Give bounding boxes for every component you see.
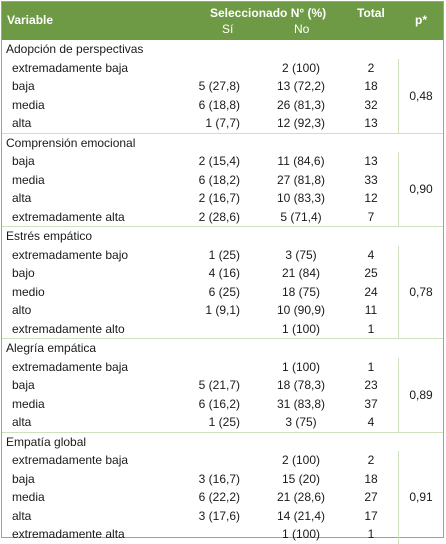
table-section bbox=[2, 40, 443, 133]
cell-total: 1 bbox=[367, 321, 375, 336]
table-header bbox=[2, 2, 443, 40]
row-label: extremadamente baja bbox=[12, 359, 129, 374]
row-label: bajo bbox=[12, 266, 35, 280]
table-section bbox=[2, 226, 443, 338]
table-row bbox=[2, 77, 443, 96]
cell-si: 1 (25) bbox=[208, 415, 240, 429]
cell-total: 33 bbox=[364, 172, 378, 187]
table-row bbox=[2, 376, 443, 395]
cell-no: 1 (100) bbox=[281, 527, 321, 541]
table-row bbox=[2, 189, 443, 208]
cell-total: 11 bbox=[364, 303, 378, 317]
cell-total: 2 bbox=[367, 453, 375, 467]
table-row bbox=[2, 264, 443, 283]
cell-si: 2 (28,6) bbox=[198, 209, 240, 224]
cell-total: 12 bbox=[364, 191, 378, 205]
row-label: alta bbox=[12, 508, 32, 523]
p-value-text: 0,89 bbox=[409, 387, 433, 402]
row-label: alta bbox=[12, 116, 32, 130]
p-value-text: 0,91 bbox=[409, 490, 433, 505]
cell-no: 14 (21,4) bbox=[276, 508, 326, 523]
table-section bbox=[2, 432, 443, 544]
p-value-text: 0,78 bbox=[409, 284, 433, 299]
cell-no: 21 (84) bbox=[281, 266, 321, 280]
row-label: alta bbox=[12, 191, 32, 205]
cell-si: 6 (18,2) bbox=[198, 172, 240, 187]
cell-no: 12 (92,3) bbox=[276, 116, 326, 130]
row-label: baja bbox=[12, 154, 35, 168]
row-label: extremadamente alta bbox=[12, 209, 125, 224]
row-label: extremadamente baja bbox=[12, 60, 129, 75]
row-label: extremadamente alto bbox=[12, 321, 125, 336]
cell-no: 11 (84,6) bbox=[277, 154, 325, 168]
table-row bbox=[2, 358, 443, 377]
row-label: media bbox=[12, 172, 45, 187]
cell-total: 2 bbox=[367, 60, 375, 75]
cell-si: 4 (16) bbox=[208, 266, 240, 280]
cell-si: 1 (25) bbox=[208, 247, 240, 262]
cell-total: 18 bbox=[364, 471, 378, 486]
cell-si: 5 (21,7) bbox=[198, 378, 240, 392]
cell-no: 3 (75) bbox=[285, 415, 317, 429]
cell-si: 1 (9,1) bbox=[205, 303, 240, 317]
row-label: extremadamente bajo bbox=[12, 247, 129, 262]
row-label: alta bbox=[12, 415, 32, 429]
section-title: Estrés empático bbox=[6, 229, 93, 243]
row-label: media bbox=[12, 396, 45, 411]
header-si: Sí bbox=[222, 22, 234, 36]
section-title-row bbox=[2, 433, 443, 452]
table-row bbox=[2, 171, 443, 190]
p-value bbox=[398, 59, 443, 133]
row-label: extremadamente baja bbox=[12, 453, 129, 467]
row-label: media bbox=[12, 490, 45, 504]
section-title-row bbox=[2, 227, 443, 246]
header-variable: Variable bbox=[7, 13, 54, 27]
cell-total: 1 bbox=[367, 359, 375, 374]
cell-total: 37 bbox=[364, 396, 378, 411]
table-row bbox=[2, 114, 443, 133]
cell-total: 23 bbox=[364, 378, 378, 392]
row-label: baja bbox=[12, 471, 35, 486]
cell-total: 7 bbox=[367, 209, 375, 224]
p-value bbox=[398, 451, 443, 544]
row-label: baja bbox=[12, 378, 35, 392]
cell-total: 24 bbox=[364, 284, 378, 299]
table-row bbox=[2, 451, 443, 470]
cell-si: 6 (22,2) bbox=[198, 490, 240, 504]
cell-no: 2 (100) bbox=[281, 60, 321, 75]
cell-total: 4 bbox=[367, 247, 375, 262]
p-value bbox=[398, 358, 443, 432]
cell-total: 18 bbox=[364, 79, 378, 93]
table-section bbox=[2, 133, 443, 227]
p-value-text: 0,90 bbox=[409, 182, 433, 196]
results-table bbox=[1, 1, 444, 541]
table-row bbox=[2, 96, 443, 115]
cell-no: 10 (90,9) bbox=[276, 303, 326, 317]
cell-no: 5 (71,4) bbox=[280, 209, 322, 224]
row-label: medio bbox=[12, 284, 45, 299]
cell-no: 3 (75) bbox=[285, 247, 317, 262]
cell-si: 1 (7,7) bbox=[205, 116, 240, 130]
table-row bbox=[2, 246, 443, 265]
table-body bbox=[2, 40, 443, 544]
cell-no: 21 (28,6) bbox=[276, 490, 326, 504]
cell-total: 17 bbox=[364, 508, 378, 523]
table-section bbox=[2, 338, 443, 432]
header-p: p* bbox=[415, 13, 427, 27]
cell-si: 2 (15,4) bbox=[198, 154, 240, 168]
row-label: extremadamente alta bbox=[12, 527, 125, 541]
row-label: media bbox=[12, 97, 45, 112]
cell-no: 18 (75) bbox=[281, 284, 321, 299]
section-title-row bbox=[2, 134, 443, 153]
table-row bbox=[2, 507, 443, 526]
cell-no: 15 (20) bbox=[281, 471, 321, 486]
table-row bbox=[2, 283, 443, 302]
cell-no: 18 (78,3) bbox=[276, 378, 326, 392]
table-row bbox=[2, 320, 443, 339]
cell-si: 5 (27,8) bbox=[198, 79, 240, 93]
cell-si: 2 (16,7) bbox=[198, 191, 240, 205]
section-title: Alegría empática bbox=[6, 341, 97, 355]
table-row bbox=[2, 470, 443, 489]
section-title-row bbox=[2, 40, 443, 59]
section-title-row bbox=[2, 339, 443, 358]
cell-no: 13 (72,2) bbox=[276, 79, 326, 93]
cell-no: 26 (81,3) bbox=[276, 97, 326, 112]
cell-si: 6 (18,8) bbox=[198, 97, 240, 112]
table-row bbox=[2, 488, 443, 507]
cell-total: 4 bbox=[367, 415, 375, 429]
table-row bbox=[2, 59, 443, 78]
table-row bbox=[2, 395, 443, 414]
cell-no: 27 (81,8) bbox=[276, 172, 326, 187]
table-row bbox=[2, 413, 443, 432]
cell-total: 1 bbox=[367, 527, 375, 541]
section-title: Adopción de perspectivas bbox=[6, 42, 144, 56]
table-row bbox=[2, 152, 443, 171]
cell-si: 3 (16,7) bbox=[198, 471, 240, 486]
header-no: No bbox=[294, 22, 310, 36]
cell-si: 6 (25) bbox=[208, 284, 240, 299]
cell-total: 13 bbox=[364, 154, 378, 168]
cell-total: 13 bbox=[364, 116, 378, 130]
cell-no: 1 (100) bbox=[281, 359, 321, 374]
table-row bbox=[2, 301, 443, 320]
header-total: Total bbox=[357, 6, 385, 20]
cell-no: 10 (83,3) bbox=[276, 191, 326, 205]
cell-total: 32 bbox=[364, 97, 378, 112]
row-label: alto bbox=[12, 303, 32, 317]
section-title: Comprensión emocional bbox=[6, 135, 136, 150]
cell-no: 2 (100) bbox=[281, 453, 321, 467]
cell-total: 25 bbox=[364, 266, 378, 280]
section-title: Empatía global bbox=[6, 434, 87, 449]
cell-no: 31 (83,8) bbox=[276, 396, 326, 411]
cell-si: 6 (16,2) bbox=[198, 396, 240, 411]
p-value bbox=[398, 246, 443, 339]
p-value bbox=[398, 152, 443, 226]
cell-total: 27 bbox=[364, 490, 378, 504]
cell-no: 1 (100) bbox=[281, 321, 321, 336]
header-selected: Seleccionado N° (%) bbox=[210, 6, 327, 20]
row-label: baja bbox=[12, 79, 35, 93]
table-row bbox=[2, 525, 443, 544]
table-row bbox=[2, 208, 443, 227]
p-value-text: 0,48 bbox=[409, 88, 433, 103]
cell-si: 3 (17,6) bbox=[198, 508, 240, 523]
